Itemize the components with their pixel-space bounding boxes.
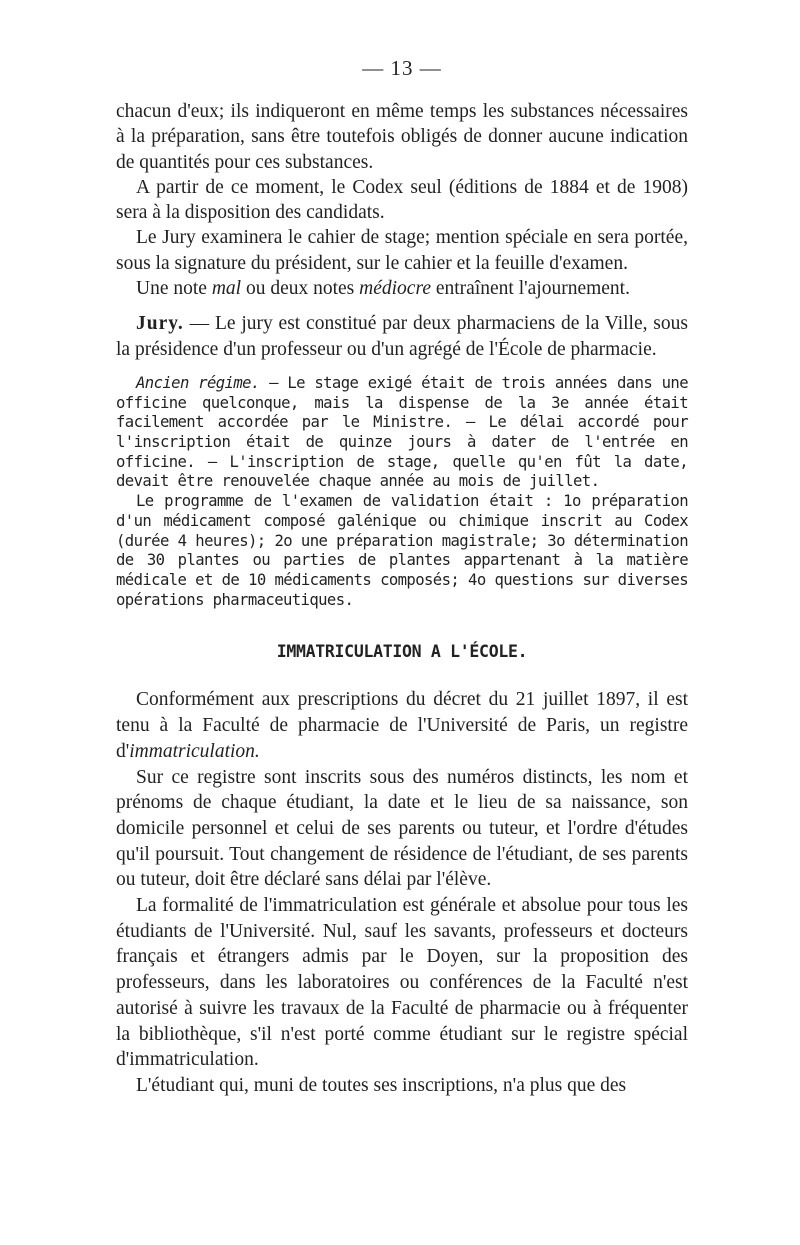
immatriculation-section	[116, 687, 688, 1098]
paragraph-decret	[116, 687, 688, 764]
jury-heading: Jury.	[136, 313, 184, 335]
text-segment: Une note	[136, 278, 212, 300]
text-segment: ou deux notes	[241, 278, 360, 300]
ancien-regime-heading: Ancien régime.	[136, 373, 260, 392]
paragraph-continuation: chacun d'eux; ils indiqueront en même temps les substances nécessaires à la préparation, sans être toutefois obligés de donner aucune indication de quantités pour ces substances.	[116, 101, 688, 173]
italic-term-mal: mal	[211, 278, 242, 300]
text-segment: — Le stage exigé était de trois années dans une officine quelconque, mais la dispense de la 3e année était facilement accordée par le Ministre. — Le délai accordé pour l'inscription était de quinze jours à dater de l'entrée en officine. — L'inscription de stage, quelle qu'en fût la date, devait être renouvelée chaque année au mois de juillet.	[116, 373, 688, 491]
italic-term-immatriculation: immatriculation.	[129, 740, 260, 762]
paragraph-ajournement	[116, 276, 688, 301]
paragraph-programme: Le programme de l'examen de validation était : 1o préparation d'un médicament composé galénique ou chimique inscrit au Codex (durée 4 heures); 2o une préparation magistrale; 3o détermination de 30 plantes ou parties de plantes appartenant à la matière médicale et de 10 médicaments composés; 4o questions sur diverses opérations pharmaceutiques.	[116, 492, 688, 609]
page-number: — 13 —	[362, 56, 442, 80]
document-page	[116, 56, 688, 1099]
main-text	[116, 99, 688, 362]
paragraph-etudiant: L'étudiant qui, muni de toutes ses inscriptions, n'a plus que des	[136, 1074, 627, 1096]
section-heading: IMMATRICULATION A L'ÉCOLE.	[276, 642, 528, 662]
paragraph-jury	[116, 311, 688, 362]
text-segment: Conformément aux prescriptions du décret du 21 juillet 1897, il est tenu à la Faculté de pharmacie de l'Université de Paris, un registre d'	[116, 689, 688, 762]
paragraph-cahier: Le Jury examinera le cahier de stage; mention spéciale en sera portée, sous la signature du président, sur le cahier et la feuille d'examen.	[116, 227, 688, 274]
paragraph-ancien-regime	[116, 374, 688, 492]
text-segment: — Le jury est constitué par deux pharmaciens de la Ville, sous la présidence d'un professeur ou d'un agrégé de l'École de pharmacie.	[116, 313, 688, 360]
paragraph-codex: A partir de ce moment, le Codex seul (éditions de 1884 et de 1908) sera à la disposition des candidats.	[116, 176, 688, 224]
paragraph-formalite: La formalité de l'immatriculation est générale et absolue pour tous les étudiants de l'Université. Nul, sauf les savants, professeurs et docteurs français et étrangers admis par le Doyen, sur la proposition des professeurs, dans les laboratoires ou conférences de la Faculté n'est autorisé à suivre les travaux de la Faculté de pharmacie ou à fréquenter la bibliothèque, s'il n'est porté comme étudiant sur le registre spécial d'immatriculation.	[116, 895, 688, 1071]
paragraph-registre: Sur ce registre sont inscrits sous des numéros distincts, les nom et prénoms de chaque étudiant, la date et le lieu de sa naissance, son domicile personnel et celui de ses parents ou tuteur, et l'ordre d'études qu'il poursuit. Tout changement de résidence de l'étudiant, de ses parents ou tuteur, doit être déclaré sans délai par l'élève.	[116, 766, 688, 891]
italic-term-mediocre: médiocre	[359, 278, 431, 300]
text-segment: entraînent l'ajournement.	[430, 278, 630, 300]
ancien-regime-block	[116, 374, 688, 610]
